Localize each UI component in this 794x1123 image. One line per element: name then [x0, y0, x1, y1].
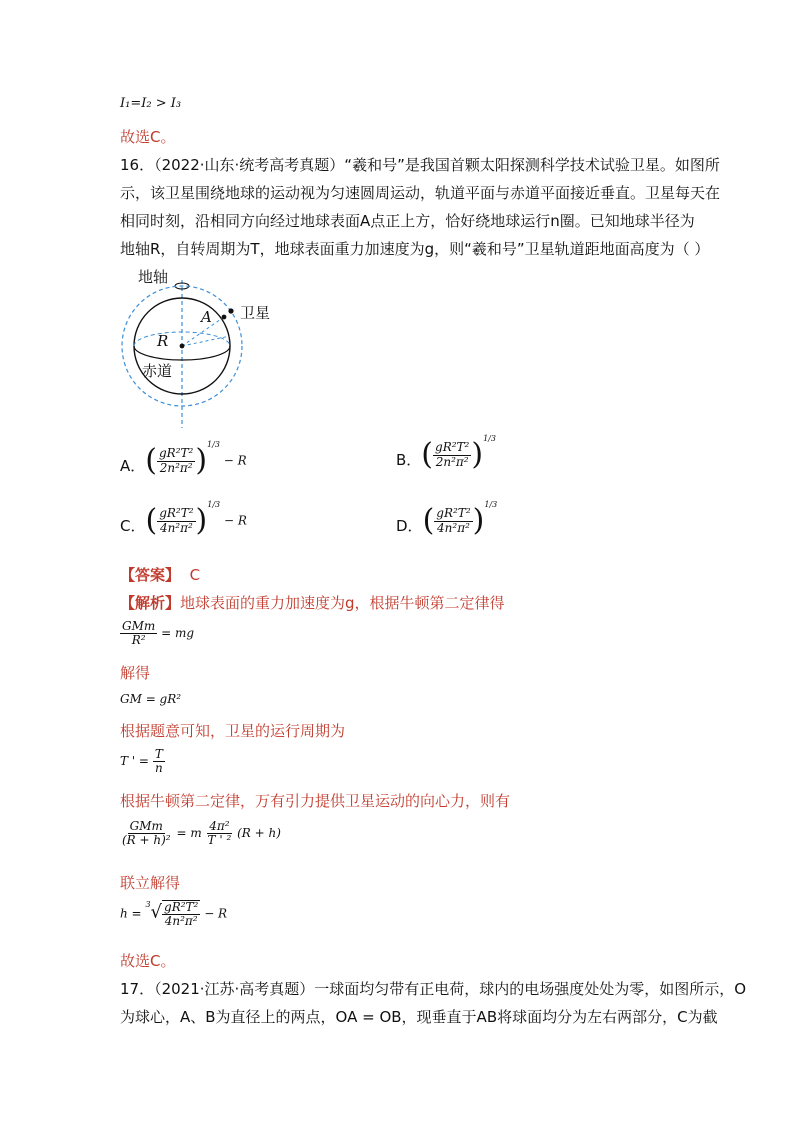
current-relation: I₁=I₂ > I₃ — [120, 96, 182, 111]
option-c[interactable]: C． ( $\frac{\text{gR²T²}}{\text{4n²π²}}$ )$^{1/3}$ − R — [120, 500, 247, 538]
newton-line: 根据牛顿第二定律，万有引力提供卫星运动的向心力，则有 — [120, 792, 511, 810]
equation-5: h = $^3$√ $\frac{\text{gR²T²}}{\text{4n²π²}}$ − R — [120, 900, 228, 929]
analysis-line-1: 【解析】地球表面的重力加速度为g，根据牛顿第二定律得 — [120, 594, 505, 612]
period-line: 根据题意可知，卫星的运行周期为 — [120, 722, 346, 740]
equator-label: 赤道 — [142, 362, 173, 380]
q16-stem-line-3: 相同时刻，沿相同方向经过地球表面A点正上方，恰好绕地球运行n圈。已知地球半径为 — [120, 212, 695, 230]
q17-line-1: 17．（2021·江苏·高考真题）一球面均匀带有正电荷，球内的电场强度处处为零，如图所示，O — [120, 980, 747, 998]
option-a[interactable]: A． ( $\frac{\text{gR²T²}}{\text{2n²π²}}$ )$^{1/3}$ − R — [120, 440, 247, 478]
earth-orbit-figure — [118, 262, 258, 430]
equation-3: T ' = $\frac{T}{n}$ — [120, 747, 163, 776]
top-conclusion: 故选C。 — [120, 128, 176, 146]
solve-label-1: 解得 — [120, 664, 151, 682]
axis-label: 地轴 — [138, 268, 169, 286]
satellite-label: 卫星 — [240, 304, 271, 322]
q16-stem-line-1: 16．（2022·山东·统考高考真题）“羲和号”是我国首颗太阳探测科学技术试验卫星。如图所 — [120, 156, 720, 174]
q17-line-2: 为球心，A、B为直径上的两点，OA = OB，现垂直于AB将球面均分为左右两部分，C为截 — [120, 1008, 718, 1026]
answer-line: 【答案】 C — [120, 566, 201, 584]
equation-4: $\frac{\text{GMm}}{\text{(R + h)²}}$ = m $\frac{\text{4π²}}{\text{T ' ²}}$ (R + h) — [122, 819, 281, 848]
option-d[interactable]: D． ( $\frac{\text{gR²T²}}{\text{4n²π²}}$ )$^{1/3}$ — [396, 500, 498, 538]
q16-conclusion: 故选C。 — [120, 952, 176, 970]
q16-stem-line-2: 示，该卫星围绕地球的运动视为匀速圆周运动，轨道平面与赤道平面接近垂直。卫星每天在 — [120, 184, 721, 202]
equation-1: $\frac{\text{GMm}}{\text{R²}}$ = mg — [122, 619, 195, 648]
combine-label: 联立解得 — [120, 874, 181, 892]
q16-stem-line-4: 地轴R，自转周期为T，地球表面重力加速度为g，则“羲和号”卫星轨道距地面高度为（ ） — [120, 240, 710, 258]
equation-2: GM = gR² — [120, 692, 182, 706]
radius-label: R — [157, 332, 169, 350]
point-a-label: A — [201, 308, 212, 326]
option-b[interactable]: B． ( $\frac{\text{gR²T²}}{\text{2n²π²}}$ )$^{1/3}$ — [396, 434, 496, 472]
